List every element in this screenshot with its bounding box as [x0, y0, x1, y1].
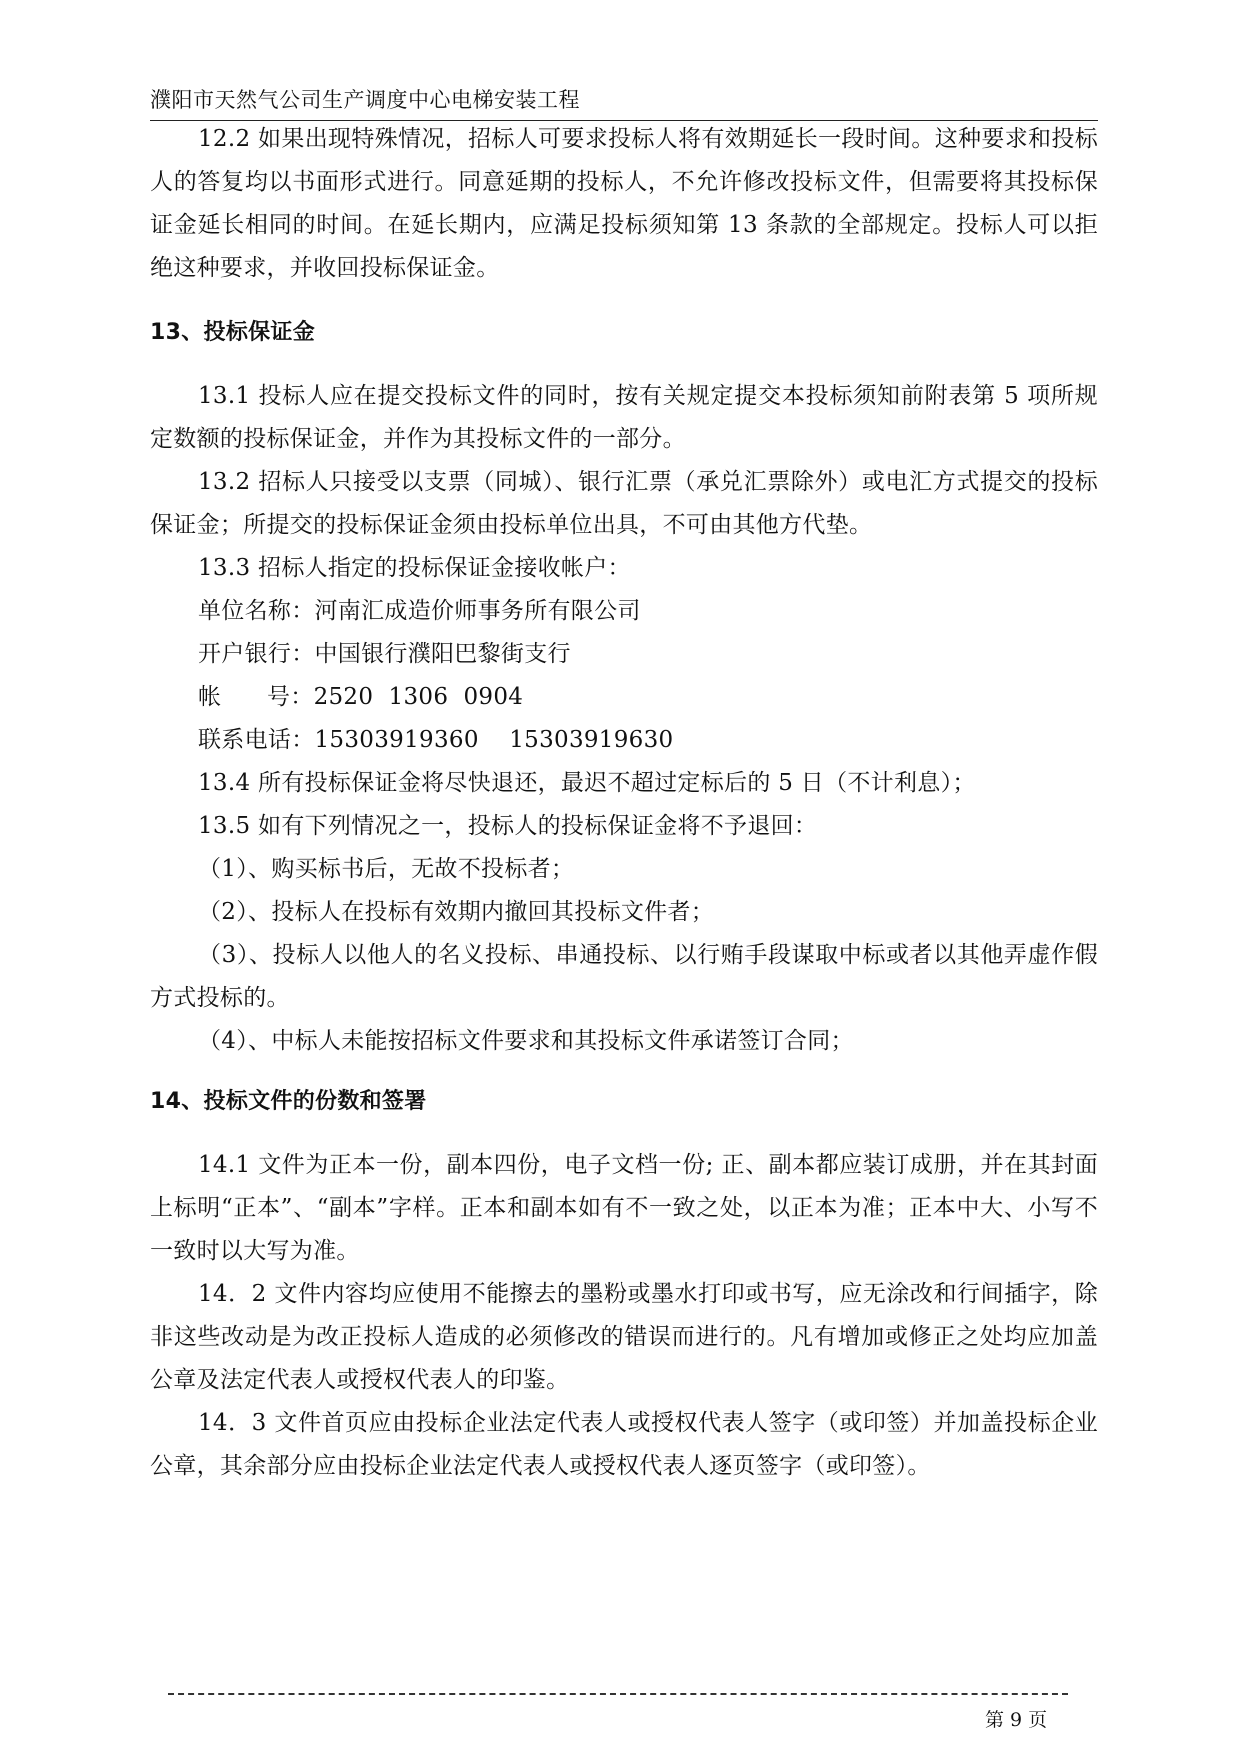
- list-item: （3）、投标人以他人的名义投标、串通投标、以行贿手段谋取中标或者以其他弄虚作假方式投标的。: [150, 942, 1098, 1011]
- paragraph-12-2: 12.2 如果出现特殊情况，招标人可要求投标人将有效期延长一段时间。这种要求和投标人的答复均以书面形式进行。同意延期的投标人，不允许修改投标文件，但需要将其投标保证金延长相同的时间。在延长期内，应满足投标须知第 13 条款的全部规定。投标人可以拒绝这种要求，并收回投标保证金。: [150, 126, 1098, 281]
- paragraph-13-2: 13.2 招标人只接受以支票（同城）、银行汇票（承兑汇票除外）或电汇方式提交的投标保证金；所提交的投标保证金须由投标单位出具，不可由其他方代垫。: [150, 469, 1098, 538]
- paragraph-13-5: 13.5 如有下列情况之一，投标人的投标保证金将不予退回：: [198, 813, 818, 839]
- paragraph-13-3: 13.3 招标人指定的投标保证金接收帐户：: [198, 555, 631, 581]
- list-item: （4）、中标人未能按招标文件要求和其投标文件承诺签订合同；: [198, 1028, 854, 1054]
- running-header: 濮阳市天然气公司生产调度中心电梯安装工程: [150, 88, 580, 112]
- account-number: 帐 号：2520 1306 0904: [198, 684, 524, 710]
- paragraph-14-1: 14.1 文件为正本一份，副本四份，电子文档一份; 正、副本都应装订成册，并在其封面上标明“正本”、“副本”字样。正本和副本如有不一致之处，以正本为准；正本中大、小写不一致时以大写为准。: [150, 1152, 1098, 1264]
- page-number: 第 9 页: [985, 1709, 1048, 1731]
- paragraph-13-4: 13.4 所有投标保证金将尽快退还，最迟不超过定标后的 5 日（不计利息）；: [198, 770, 976, 796]
- document-body: [150, 118, 1098, 1488]
- paragraph-13-1: 13.1 投标人应在提交投标文件的同时，按有关规定提交本投标须知前附表第 5 项所规定数额的投标保证金，并作为其投标文件的一部分。: [150, 383, 1098, 452]
- section-13-heading: 13、投标保证金: [150, 320, 316, 345]
- section-14-heading: 14、投标文件的份数和签署: [150, 1089, 427, 1114]
- paragraph-14-3: 14．3 文件首页应由投标企业法定代表人或授权代表人签字（或印签）并加盖投标企业公章，其余部分应由投标企业法定代表人或授权代表人逐页签字（或印签）。: [150, 1410, 1098, 1479]
- list-item: （1）、购买标书后，无故不投标者；: [198, 856, 575, 882]
- account-phone: 联系电话：15303919360 15303919630: [198, 727, 674, 753]
- account-bank: 开户银行：中国银行濮阳巴黎街支行: [198, 641, 571, 667]
- account-name: 单位名称：河南汇成造价师事务所有限公司: [198, 598, 641, 624]
- paragraph-14-2: 14．2 文件内容均应使用不能擦去的墨粉或墨水打印或书写，应无涂改和行间插字，除非这些改动是为改正投标人造成的必须修改的错误而进行的。凡有增加或修正之处均应加盖公章及法定代表人或授权代表人的印鉴。: [150, 1281, 1098, 1393]
- footer-rule: [168, 1693, 1068, 1695]
- list-item: （2）、投标人在投标有效期内撤回其投标文件者；: [198, 899, 715, 925]
